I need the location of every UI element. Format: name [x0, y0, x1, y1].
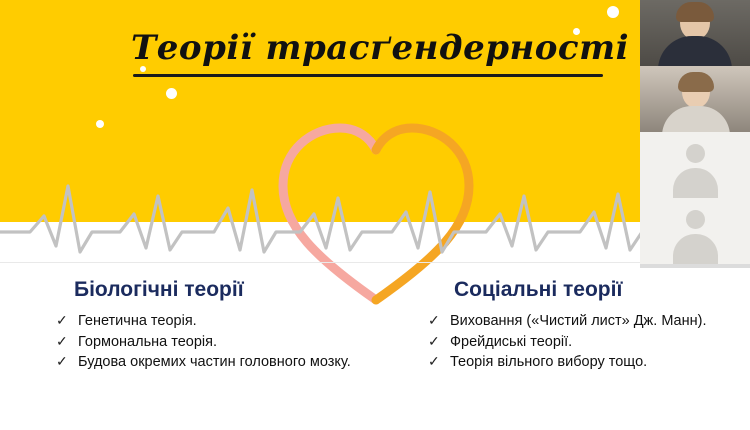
person-icon	[658, 36, 732, 66]
column-heading: Біологічні теорії	[74, 278, 244, 301]
decorative-dot-icon	[166, 88, 177, 99]
list-item	[420, 353, 750, 372]
video-participants-panel[interactable]	[640, 0, 750, 264]
list-item-label: Гормональна теорія.	[78, 333, 218, 350]
list-item-label: Виховання («Чистий лист» Дж. Манн).	[450, 313, 707, 329]
list-item-label: Будова окремих частин головного мозку.	[78, 354, 351, 371]
list-item	[48, 333, 378, 352]
check-icon: ✓	[428, 332, 440, 349]
check-icon: ✓	[56, 312, 68, 328]
list-item-label: Фрейдиські теорії.	[450, 333, 573, 350]
title-underline	[133, 74, 603, 77]
check-icon: ✓	[56, 332, 68, 349]
band-divider	[0, 262, 750, 263]
decorative-dot-icon	[96, 120, 104, 128]
list-item-label: Генетична теорія.	[78, 313, 197, 329]
check-icon: ✓	[428, 312, 440, 328]
avatar-icon	[673, 168, 718, 198]
participant-tile-3[interactable]	[640, 132, 750, 198]
list-item	[420, 333, 750, 352]
check-icon: ✓	[428, 353, 440, 370]
person-icon	[662, 106, 730, 132]
list-item-label: Теорія вільного вибору тощо.	[450, 354, 648, 371]
decorative-dot-icon	[607, 6, 619, 18]
hair-icon	[678, 72, 714, 92]
check-icon: ✓	[56, 353, 68, 370]
avatar-icon	[686, 144, 705, 163]
avatar-icon	[673, 234, 718, 264]
hair-icon	[676, 2, 714, 22]
page-title: Теорії трасґендерності	[130, 28, 630, 68]
list-item	[48, 312, 378, 331]
column-social	[420, 278, 750, 374]
participant-tile-2[interactable]	[640, 66, 750, 132]
list-item	[420, 312, 750, 331]
column-heading: Соціальні теорії	[454, 278, 623, 301]
participant-tile-1[interactable]	[640, 0, 750, 66]
participant-tile-4[interactable]	[640, 198, 750, 264]
list-item	[48, 353, 378, 372]
column-biological	[48, 278, 378, 374]
panel-seam	[640, 264, 750, 268]
bullet-list	[420, 312, 750, 372]
bullet-list	[48, 312, 378, 372]
avatar-icon	[686, 210, 705, 229]
